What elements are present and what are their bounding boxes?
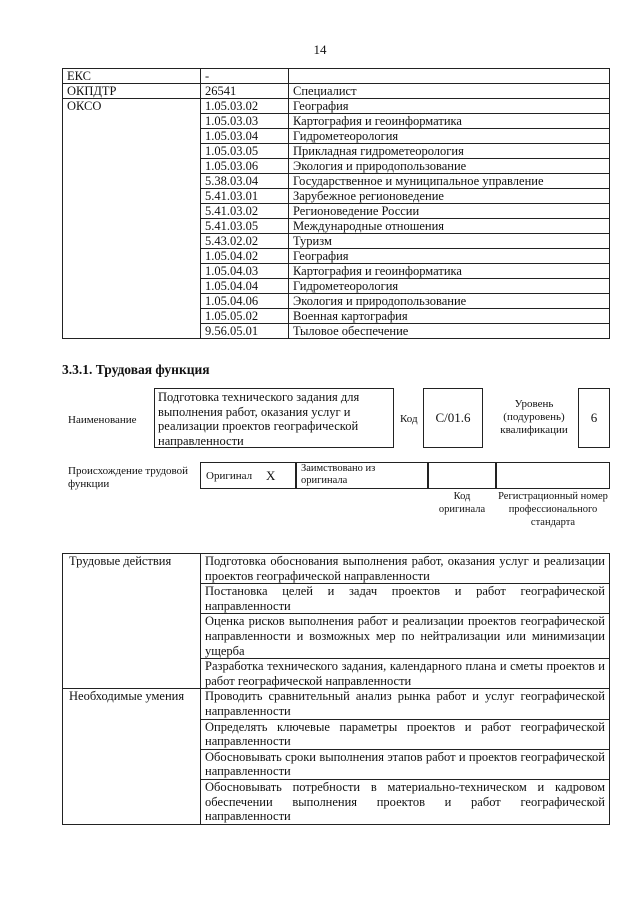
required-skill: Проводить сравнительный анализ рынка работ и услуг географической направленности [201, 689, 610, 719]
okso-code: 1.05.04.06 [201, 294, 289, 309]
okso-name: Туризм [289, 234, 610, 249]
classification-label: ЕКС [63, 69, 201, 84]
okso-code: 5.41.03.01 [201, 189, 289, 204]
okso-name: Экология и природопользование [289, 159, 610, 174]
work-action: Оценка рисков выполнения работ и реализации проектов географической направленности и возможных мер по нейтрализации или минимизации ущерба [201, 614, 610, 659]
required-skill-row [63, 689, 610, 719]
okso-row [63, 99, 610, 114]
classification-row [63, 84, 610, 99]
code-original-caption: Код оригинала [438, 491, 486, 515]
origin-cell-reg [496, 462, 610, 489]
okso-name: Картография и геоинформатика [289, 264, 610, 279]
level-value: 6 [590, 410, 598, 425]
page-number: 14 [313, 42, 327, 57]
name-value: Подготовка технического задания для выполнения работ, оказания услуг и реализации проектов географической направленности [158, 390, 360, 448]
okso-label: ОКСО [63, 99, 201, 339]
okso-name: Регионоведение России [289, 204, 610, 219]
required-skill-label: Необходимые умения [63, 689, 201, 824]
classification-name [289, 69, 610, 84]
classification-row [63, 69, 610, 84]
okso-name: Прикладная гидрометеорология [289, 144, 610, 159]
okso-name: Международные отношения [289, 219, 610, 234]
okso-name: География [289, 249, 610, 264]
okso-code: 5.38.03.04 [201, 174, 289, 189]
work-action: Постановка целей и задач проектов и работ географической направленности [201, 584, 610, 614]
okso-code: 5.43.02.02 [201, 234, 289, 249]
okso-code: 1.05.04.04 [201, 279, 289, 294]
okso-name: Картография и геоинформатика [289, 114, 610, 129]
required-skill: Обосновывать сроки выполнения этапов работ и проектов географической направленности [201, 749, 610, 779]
okso-name: Государственное и муниципальное управление [289, 174, 610, 189]
okso-code: 1.05.03.04 [201, 129, 289, 144]
okso-name: Зарубежное регионоведение [289, 189, 610, 204]
section-title: 3.3.1. Трудовая функция [62, 362, 210, 377]
okso-name: Экология и природопользование [289, 294, 610, 309]
origin-cell-code [428, 462, 496, 489]
okso-code: 1.05.03.02 [201, 99, 289, 114]
level-label: Уровень (подуровень) квалификации [500, 398, 568, 436]
okso-name: Тыловое обеспечение [289, 324, 610, 339]
borrowed-label: Заимствовано из оригинала [301, 463, 376, 486]
work-action: Подготовка обоснования выполнения работ, оказания услуг и реализации проектов географической направленности [201, 554, 610, 584]
okso-code: 5.41.03.02 [201, 204, 289, 219]
okso-code: 5.41.03.05 [201, 219, 289, 234]
work-table [62, 553, 610, 825]
classification-name: Специалист [289, 84, 610, 99]
reg-number-caption: Регистрационный номер профессионального стандарта [498, 491, 608, 528]
classification-code: - [201, 69, 289, 84]
work-action-row [63, 554, 610, 584]
classification-code: 26541 [201, 84, 289, 99]
okso-code: 1.05.05.02 [201, 309, 289, 324]
work-action-label: Трудовые действия [63, 554, 201, 689]
required-skill: Определять ключевые параметры проектов и работ географической направленности [201, 719, 610, 749]
work-action: Разработка технического задания, календарного плана и сметы проектов и работ географической направленности [201, 659, 610, 689]
okso-code: 1.05.03.06 [201, 159, 289, 174]
name-label: Наименование [68, 414, 137, 426]
okso-name: Военная картография [289, 309, 610, 324]
okso-name: Гидрометеорология [289, 129, 610, 144]
code-value: C/01.6 [435, 410, 471, 425]
okso-code: 1.05.04.02 [201, 249, 289, 264]
required-skill: Обосновывать потребности в материально-техническом и кадровом обеспечении выполнения проектов и работ географической направленности [201, 779, 610, 824]
okso-name: Гидрометеорология [289, 279, 610, 294]
original-mark: X [266, 468, 276, 483]
okso-code: 1.05.04.03 [201, 264, 289, 279]
classification-label: ОКПДТР [63, 84, 201, 99]
code-label: Код [400, 413, 418, 425]
okso-code: 1.05.03.03 [201, 114, 289, 129]
okso-name: География [289, 99, 610, 114]
classification-table [62, 68, 610, 339]
origin-label: Происхождение трудовой функции [68, 465, 189, 490]
okso-code: 1.05.03.05 [201, 144, 289, 159]
original-label: Оригинал [206, 470, 253, 482]
okso-code: 9.56.05.01 [201, 324, 289, 339]
